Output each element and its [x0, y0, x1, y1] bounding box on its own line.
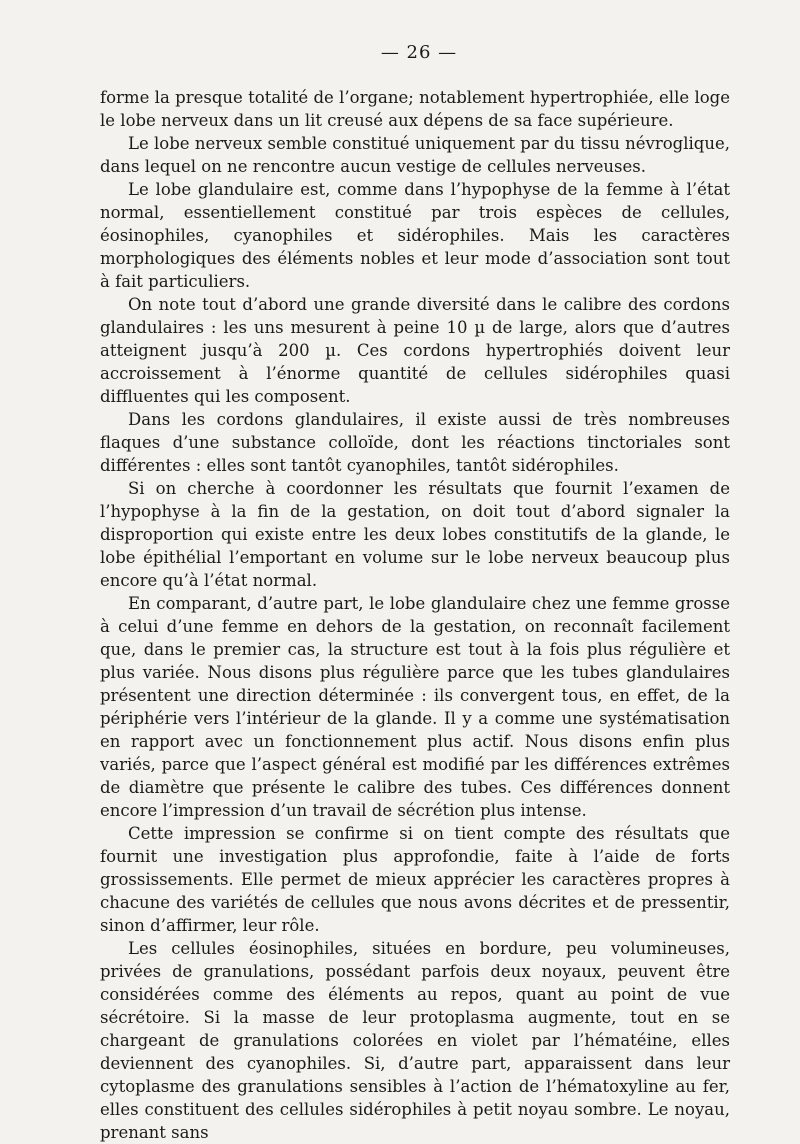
- paragraph: Les cellules éosinophiles, situées en bordure, peu volumineuses, privées de granulations, possédant parfois deux noyaux, peuvent être considérées comme des éléments au repos, quant au point de vue sécrétoire. Si la masse de leur protoplasma augmente, tout en se chargeant de granulations colorées en violet par l’hématéine, elles deviennent des cyanophiles. Si, d’autre part, apparaissent dans leur cytoplasme des granulations sensibles à l’action de l’hématoxyline au fer, elles constituent des cellules sidérophiles à petit noyau sombre. Le noyau, prenant sans: [100, 939, 730, 1142]
- paragraph: En comparant, d’autre part, le lobe glandulaire chez une femme grosse à celui d’une femme en dehors de la gestation, on reconnaît facilement que, dans le premier cas, la structure est tout à la fois plus régulière et plus variée. Nous disons plus régulière parce que les tubes glandulaires présentent une direction déterminée : ils convergent tous, en effet, de la périphérie vers l’intérieur de la glande. Il y a comme une systématisation en rapport avec un fonctionnement plus actif. Nous disons enfin plus variés, parce que l’aspect général est modifié par les différences extrêmes de diamètre que présente le calibre des tubes. Ces différences donnent encore l’impression d’un travail de sécrétion plus intense.: [100, 594, 730, 820]
- paragraph: Le lobe glandulaire est, comme dans l’hypophyse de la femme à l’état normal, essentiellement constitué par trois espèces de cellules, éosinophiles, cyanophiles et sidérophiles. Mais les caractères morphologiques des éléments nobles et leur mode d’association sont tout à fait particuliers.: [100, 180, 730, 291]
- paragraph: Si on cherche à coordonner les résultats que fournit l’examen de l’hypophyse à la fin de la gestation, on doit tout d’abord signaler la disproportion qui existe entre les deux lobes constitutifs de la glande, le lobe épithélial l’emportant en volume sur le lobe nerveux beaucoup plus encore qu’à l’état normal.: [100, 479, 730, 590]
- paragraph: On note tout d’abord une grande diversité dans le calibre des cordons glandulaires : les uns mesurent à peine 10 µ de large, alors que d’autres atteignent jusqu’à 200 µ. Ces cordons hypertrophiés doivent leur accroissement à l’énorme quantité de cellules sidérophiles quasi diffluentes qui les composent.: [100, 295, 730, 406]
- paragraph: Le lobe nerveux semble constitué uniquement par du tissu névroglique, dans lequel on ne rencontre aucun vestige de cellules nerveuses.: [100, 134, 730, 176]
- paragraph: Cette impression se confirme si on tient compte des résultats que fournit une investigation plus approfondie, faite à l’aide de forts grossissements. Elle permet de mieux apprécier les caractères propres à chacune des variétés de cellules que nous avons décrites et de pressentir, sinon d’affirmer, leur rôle.: [100, 824, 730, 935]
- paragraph: forme la presque totalité de l’organe; notablement hypertrophiée, elle loge le lobe nerveux dans un lit creusé aux dépens de sa face supérieure.: [100, 88, 730, 130]
- body-text: [100, 86, 730, 1144]
- page-number: — 26 —: [380, 42, 458, 63]
- paragraph: Dans les cordons glandulaires, il existe aussi de très nombreuses flaques d’une substance colloïde, dont les réactions tinctoriales sont différentes : elles sont tantôt cyanophiles, tantôt sidérophiles.: [100, 410, 730, 475]
